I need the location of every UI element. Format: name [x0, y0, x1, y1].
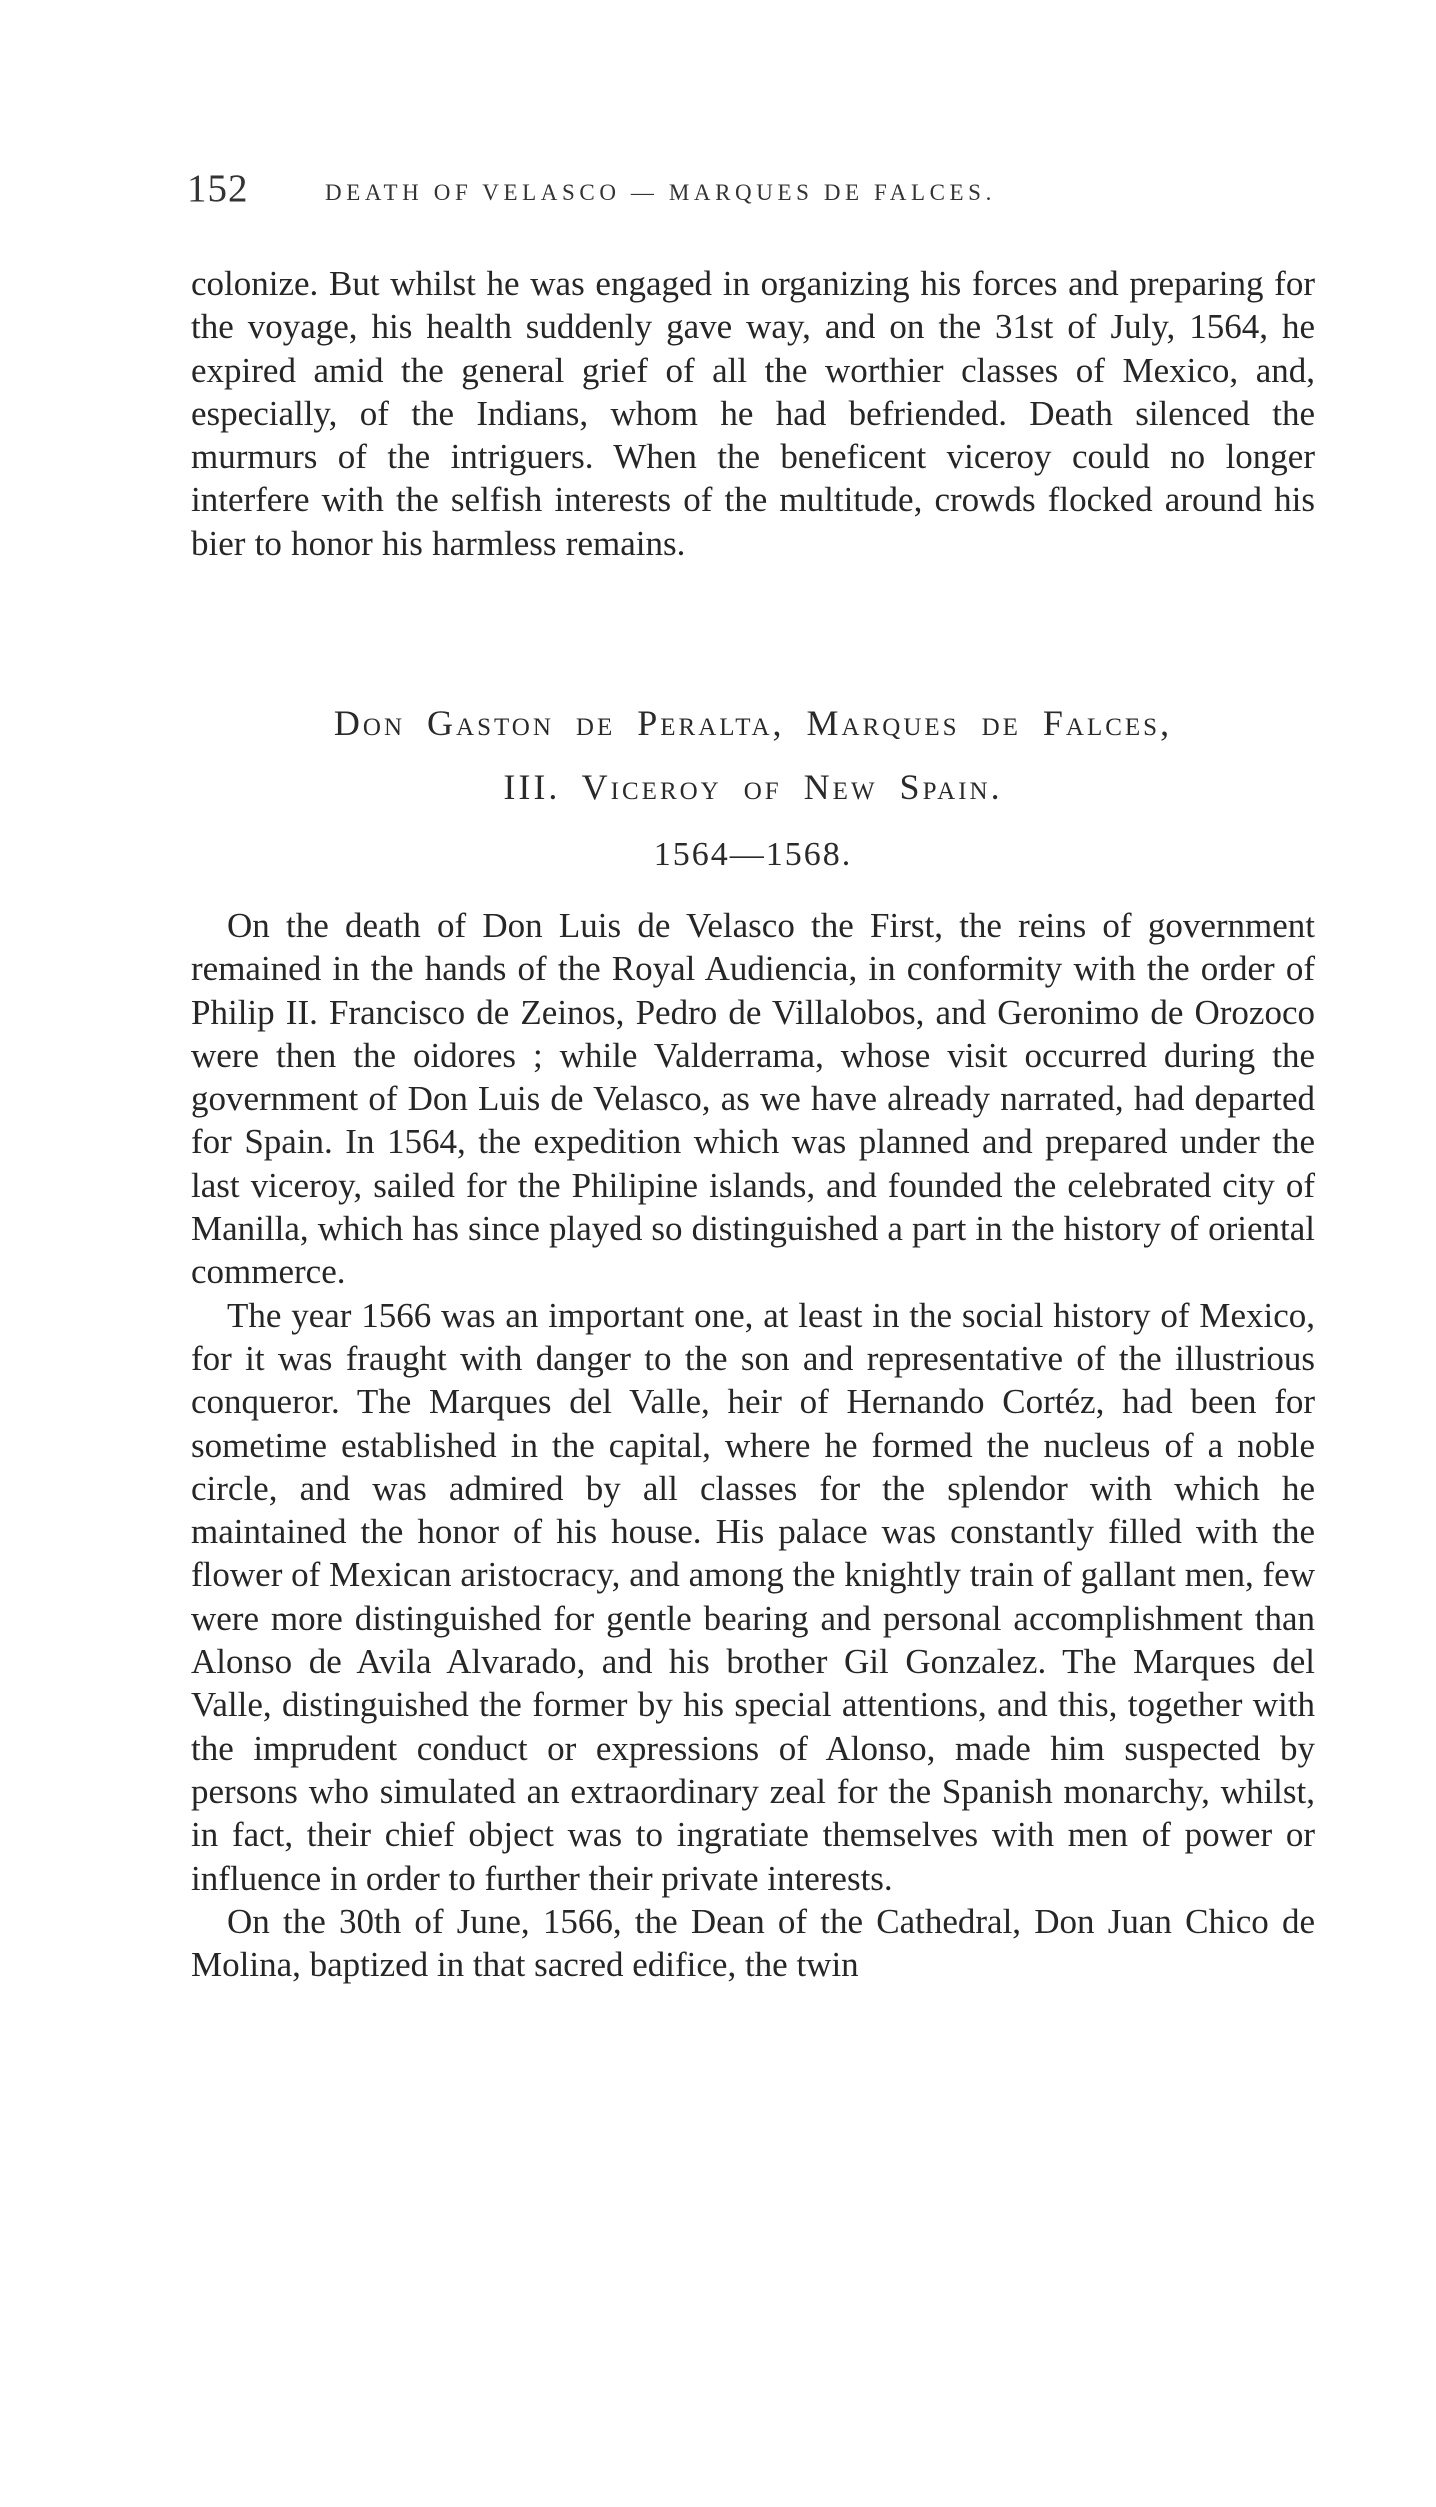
running-head	[187, 166, 1317, 216]
main-text	[191, 904, 1315, 1986]
page-number: 152	[187, 167, 249, 210]
opening-paragraph: colonize. But whilst he was engaged in organizing his forces and preparing for the voyage, his health suddenly gave way, and on the 31st of July, 1564, he expired amid the general grief of all the worthier classes of Mexico, and, especially, of the Indians, whom he had befriended. Death silenced the murmurs of the intriguers. When the beneficent viceroy could no longer interfere with the selfish interests of the multitude, crowds flocked around his bier to honor his harmless remains.	[191, 264, 1315, 563]
section-heading-line-2: III. Viceroy of New Spain.	[503, 767, 1003, 807]
section-heading-years: 1564—1568.	[653, 836, 853, 873]
paragraph: On the death of Don Luis de Velasco the First, the reins of government remained in the hands of the Royal Audiencia, in conformity with the order of Philip II. Francisco de Zeinos, Pedro de Villalobos, and Geronimo de Orozoco were then the oidores ; while Valderrama, whose visit occurred during the government of Don Luis de Velasco, as we have already narrated, had departed for Spain. In 1564, the expedition which was planned and prepared under the last viceroy, sailed for the Philipine islands, and founded the celebrated city of Manilla, which has since played so distinguished a part in the history of oriental commerce.	[191, 906, 1315, 1292]
section-heading-line-1: Don Gaston de Peralta, Marques de Falces,	[333, 703, 1173, 743]
running-head-title: DEATH OF VELASCO — MARQUES DE FALCES.	[325, 180, 996, 205]
paragraph: On the 30th of June, 1566, the Dean of the Cathedral, Don Juan Chico de Molina, baptized in that sacred edifice, the twin	[191, 1901, 1315, 1985]
paragraph: The year 1566 was an important one, at least in the social history of Mexico, for it was fraught with danger to the son and representative of the illustrious conqueror. The Marques del Valle, heir of Hernando Cortéz, had been for sometime established in the capital, where he formed the nucleus of a noble circle, and was admired by all classes for the splendor with which he maintained the honor of his house. His palace was constantly filled with the flower of Mexican aristocracy, and among the knightly train of gallant men, few were more distinguished for gentle bearing and personal accomplishment than Alonso de Avila Alvarado, and his brother Gil Gonzalez. The Marques del Valle, distinguished the former by his special attentions, and this, together with the imprudent conduct or expressions of Alonso, made him suspected by persons who simulated an extraordinary zeal for the Spanish monarchy, whilst, in fact, their chief object was to ingratiate themselves with men of power or influence in order to further their private interests.	[191, 1295, 1315, 1898]
